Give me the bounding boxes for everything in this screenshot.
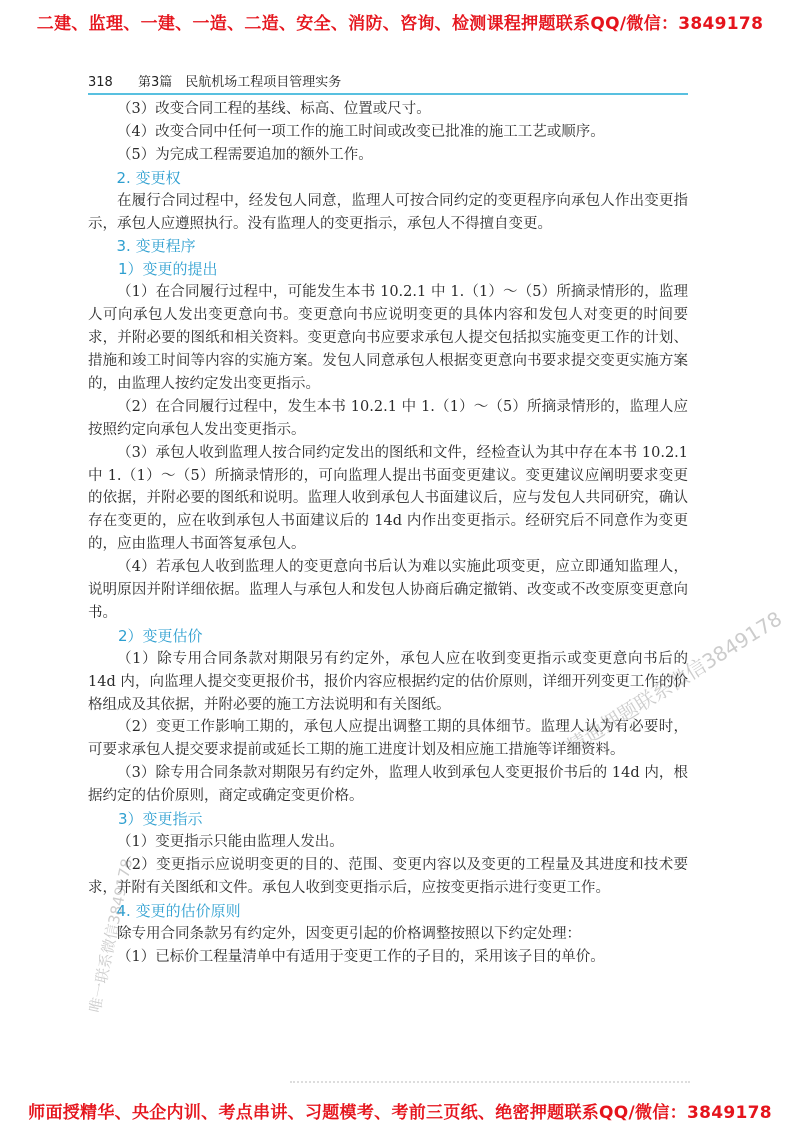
body-paragraph: （3）除专用合同条款对期限另有约定外，监理人收到承包人变更报价书后的 14d 内，根据约定的估价原则，商定或确定变更价格。 bbox=[88, 765, 688, 805]
chapter-title: 第3篇 民航机场工程项目管理实务 bbox=[138, 75, 342, 90]
body-paragraph: 在履行合同过程中，经发包人同意，监理人可按合同约定的变更程序向承包人作出变更指示，承包人应遵照执行。没有监理人的变更指示，承包人不得擅自变更。 bbox=[88, 192, 688, 232]
header-rule bbox=[88, 93, 688, 95]
body-paragraph: （1）已标价工程量清单中有适用于变更工作的子目的，采用该子目的单价。 bbox=[117, 948, 605, 965]
body-paragraph: （3）改变合同工程的基线、标高、位置或尺寸。 bbox=[117, 101, 431, 117]
body-paragraph: （2）变更指示应说明变更的目的、范围、变更内容以及变更的工程量及其进度和技术要求，并附有关图纸和文件。承包人收到变更指示后，应按变更指示进行变更工作。 bbox=[88, 856, 688, 896]
center-watermark: 精通押题联系微信3849178 bbox=[562, 606, 787, 759]
page-body bbox=[88, 98, 688, 968]
section-heading: 2. 变更权 bbox=[116, 168, 181, 187]
body-paragraph: （4）改变合同中任何一项工作的施工时间或改变已批准的施工工艺或顺序。 bbox=[117, 123, 605, 140]
subsection-heading: 1）变更的提出 bbox=[118, 260, 218, 279]
body-paragraph: （2）在合同履行过程中，发生本书 10.2.1 中 1.（1）～（5）所摘录情形的，监理人应按照约定向承包人发出变更指示。 bbox=[88, 398, 688, 438]
subsection-heading: 2）变更估价 bbox=[118, 626, 203, 645]
body-paragraph: （5）为完成工程需要追加的额外工作。 bbox=[117, 146, 373, 163]
body-paragraph: 除专用合同条款另有约定外，因变更引起的价格调整按照以下约定处理： bbox=[117, 925, 581, 942]
body-paragraph: （1）除专用合同条款对期限另有约定外，承包人应在收到变更指示或变更意向书后的 14d 内，向监理人提交变更报价书，报价内容应根据约定的估价原则，详细开列变更工作的价格组成及其依据，并附必要的施工方法说明和有关图纸。 bbox=[88, 650, 688, 713]
body-paragraph: （4）若承包人收到监理人的变更意向书后认为难以实施此项变更，应立即通知监理人，说明原因并附详细依据。监理人与承包人和发包人协商后确定撤销、改变或不改变原变更意向书。 bbox=[88, 559, 688, 621]
footer-faint-line bbox=[290, 1081, 690, 1083]
subsection-heading: 3）变更指示 bbox=[118, 810, 203, 829]
body-paragraph: （2）变更工作影响工期的，承包人应提出调整工期的具体细节。监理人认为有必要时，可要求承包人提交要求提前或延长工期的施工进度计划及相应施工措施等详细资料。 bbox=[88, 719, 688, 759]
left-watermark: 唯一联系微信3849178 bbox=[85, 857, 137, 1015]
body-paragraph: （1）在合同履行过程中，可能发生本书 10.2.1 中 1.（1）～（5）所摘录情形的，监理人可向承包人发出变更意向书。变更意向书应说明变更的具体内容和发包人对变更的时间要求，并附必要的图纸和相关资料。变更意向书应要求承包人提交包括拟实施变更工作的计划、措施和竣工时间等内容的实施方案。发包人同意承包人根据变更意向书要求提交变更实施方案的，由监理人按约定发出变更指示。 bbox=[88, 284, 688, 392]
top-banner: 二建、监理、一建、一造、二造、安全、消防、咨询、检测课程押题联系QQ/微信：3849178 bbox=[36, 14, 764, 34]
bottom-banner: 师面授精华、央企内训、考点串讲、习题模考、考前三页纸、绝密押题联系QQ/微信：3849178 bbox=[28, 1103, 772, 1123]
section-heading: 4. 变更的估价原则 bbox=[116, 901, 241, 920]
running-header bbox=[88, 71, 688, 90]
body-paragraph: （3）承包人收到监理人按合同约定发出的图纸和文件，经检查认为其中存在本书 10.2.1 中 1.（1）～（5）所摘录情形的，可向监理人提出书面变更建议。变更建议应阐明要求变更的依据，并附必要的图纸和说明。监理人收到承包人书面建议后，应与发包人共同研究，确认存在变更的，应在收到承包人书面建议后的 14d 内作出变更指示。经研究后不同意作为变更的，应由监理人书面答复承包人。 bbox=[88, 444, 688, 553]
section-heading: 3. 变更程序 bbox=[116, 237, 196, 256]
page-number: 318 bbox=[88, 75, 113, 90]
body-paragraph: （1）变更指示只能由监理人发出。 bbox=[117, 834, 344, 850]
